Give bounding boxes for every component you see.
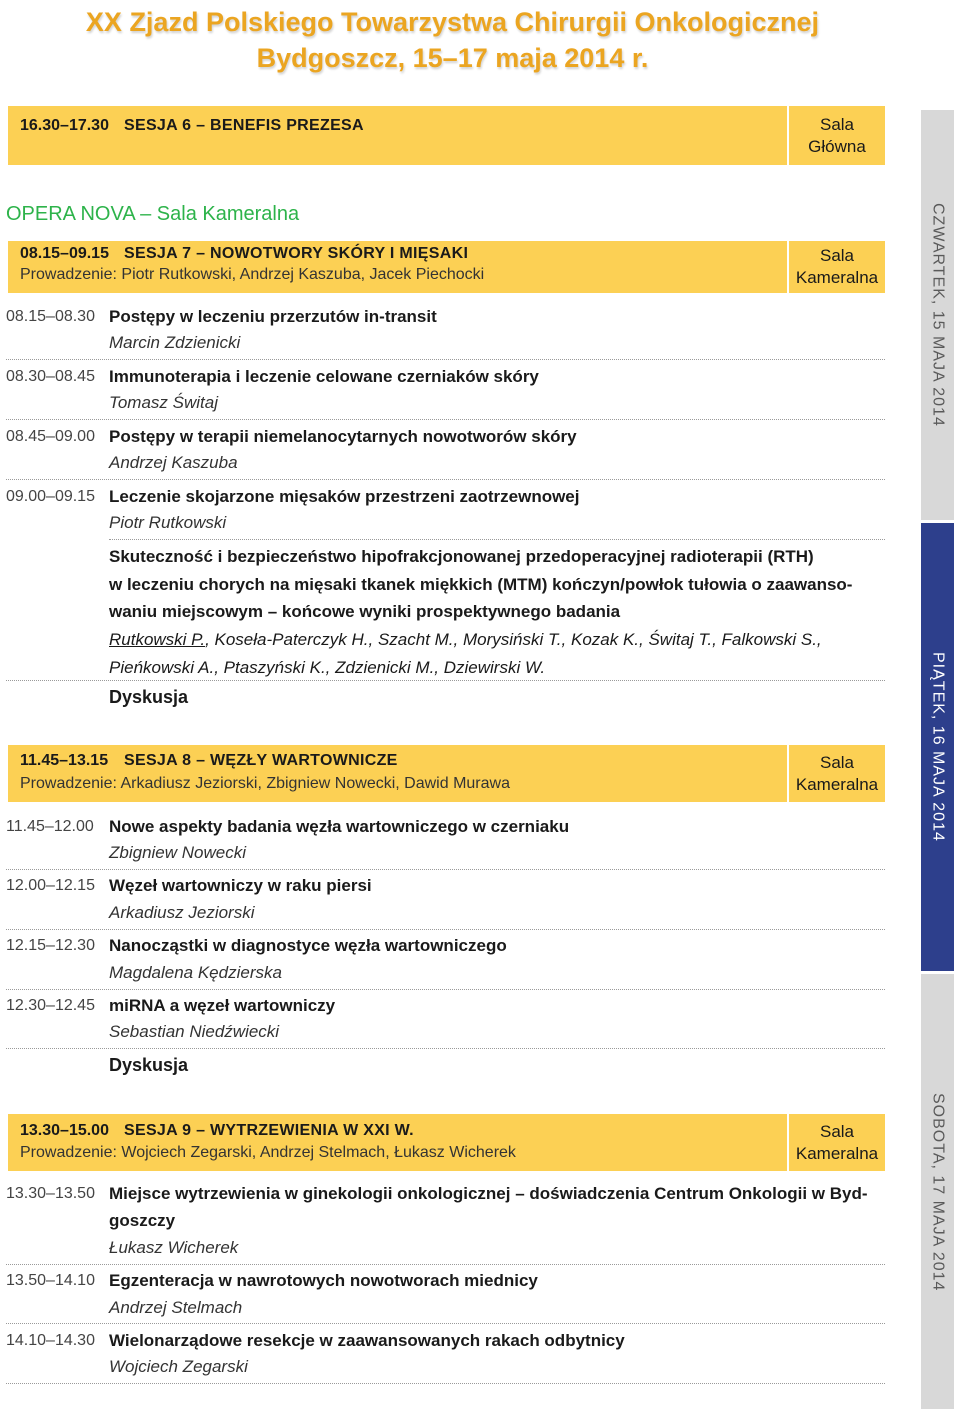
divider [6,929,885,930]
session-room [789,1114,885,1171]
talk-author: Wojciech Zegarski [109,1357,248,1376]
abstract-line: w leczeniu chorych na mięsaki tkanek miękkich (MTM) kończyn/powłok tułowia o zaawanso- [109,574,853,594]
talk-author: Zbigniew Nowecki [109,843,246,862]
talk-author: Andrzej Stelmach [109,1298,243,1317]
tab-friday-label: PIĄTEK, 16 MAJA 2014 [929,652,947,842]
talk-time: 12.15–12.30 [6,937,95,954]
talk-title: Nowe aspekty badania węzła wartowniczego w czerniaku [109,817,570,836]
room-label: Sala [819,1121,855,1141]
talk-title: Postępy w terapii niemelanocytarnych nowotworów skóry [109,427,577,446]
talk-author: Arkadiusz Jeziorski [109,903,255,922]
talk-author: Łukasz Wicherek [109,1238,239,1257]
talk-time: 13.30–13.50 [6,1185,95,1202]
presenting-author: Rutkowski P. [109,630,206,649]
room-name: Główna [808,136,866,156]
divider [6,419,885,420]
session-time: 13.30–15.00 [20,1122,109,1139]
talk-time: 12.00–12.15 [6,877,95,894]
session-chairs: Prowadzenie: Arkadiusz Jeziorski, Zbigniew Nowecki, Dawid Murawa [20,775,510,792]
congress-title: XX Zjazd Polskiego Towarzystwa Chirurgii Onkologicznej [85,7,820,37]
discussion-label: Dyskusja [109,687,189,707]
talk-author: Tomasz Świtaj [109,393,218,412]
talk-time: 11.45–12.00 [6,818,94,835]
tab-thursday-label: CZWARTEK, 15 MAJA 2014 [929,203,947,427]
co-authors: Pieńkowski A., Ptaszyński K., Zdzienicki M., Dziewirski W. [109,657,546,677]
session-room [789,241,885,293]
divider [6,479,885,480]
divider [6,1048,885,1049]
talk-title: Immunoterapia i leczenie celowane czerniaków skóry [109,367,539,386]
talk-time: 09.00–09.15 [6,488,95,505]
divider [6,989,885,990]
session-chairs: Prowadzenie: Piotr Rutkowski, Andrzej Kaszuba, Jacek Piechocki [20,266,485,283]
divider [6,1264,885,1265]
talk-title-line: Miejsce wytrzewienia w ginekologii onkologicznej – doświadczenia Centrum Onkologii w Byd- [109,1184,868,1203]
session-title: SESJA 8 – WĘZŁY WARTOWNICZE [124,752,398,769]
talk-time: 13.50–14.10 [6,1272,95,1289]
room-label: Sala [819,114,855,134]
tab-thursday[interactable] [921,110,954,520]
talk-title: miRNA a węzeł wartowniczy [109,996,336,1015]
session-6-bar [8,106,885,165]
session-room [789,106,885,165]
divider [6,1383,885,1384]
talk-title: Węzeł wartowniczy w raku piersi [109,876,372,895]
talk-author: Andrzej Kaszuba [109,453,238,472]
talk-title: Egzenteracja w nawrotowych nowotworach miednicy [109,1271,538,1290]
session-title: SESJA 9 – WYTRZEWIENIA W XXI W. [124,1122,414,1139]
congress-location-date: Bydgoszcz, 15–17 maja 2014 r. [256,43,649,73]
divider [6,1323,885,1324]
room-label: Sala [819,752,855,772]
room-name: Kameralna [795,1143,879,1163]
session-7-bar [8,241,885,293]
talk-title-line: goszczy [109,1211,176,1230]
session-chairs: Prowadzenie: Wojciech Zegarski, Andrzej Stelmach, Łukasz Wicherek [20,1144,516,1161]
talk-time: 14.10–14.30 [6,1332,95,1349]
talk-time: 12.30–12.45 [6,997,95,1014]
talk-title [109,1180,879,1234]
talk-time: 08.30–08.45 [6,368,95,385]
talk-time: 08.45–09.00 [6,428,95,445]
session-title: SESJA 6 – BENEFIS PREZESA [124,117,364,134]
session-time: 11.45–13.15 [20,752,109,769]
room-name: Kameralna [795,268,879,287]
talk-author: Piotr Rutkowski [109,513,227,532]
divider [6,680,885,681]
session-room [789,745,885,802]
abstract-line: waniu miejscowym – końcowe wyniki prospektywnego badania [109,602,621,621]
talk-time: 08.15–08.30 [6,308,95,325]
talk-author: Sebastian Niedźwiecki [109,1022,280,1041]
talk-title: Leczenie skojarzone mięsaków przestrzeni zaotrzewnowej [109,487,580,506]
talk-author: Marcin Zdzienicki [109,333,241,352]
co-authors: , Koseła-Paterczyk H., Szacht M., Morysiński T., Kozak K., Świtaj T., Falkowski S., [205,630,822,649]
talk-author: Magdalena Kędzierska [109,963,282,982]
abstract-line: Skuteczność i bezpieczeństwo hipofrakcjonowanej przedoperacyjnej radioterapii (RTH) [109,547,814,566]
session-time: 08.15–09.15 [20,245,109,262]
discussion-label: Dyskusja [109,1055,189,1075]
session-time: 16.30–17.30 [20,117,109,134]
session-9-bar [8,1114,885,1171]
abstract-title [109,543,884,626]
venue-heading: OPERA NOVA – Sala Kameralna [6,203,300,225]
talk-title: Nanocząstki w diagnostyce węzła wartowniczego [109,936,507,955]
page-header [0,4,905,76]
tab-saturday-label: SOBOTA, 17 MAJA 2014 [929,1092,947,1292]
talk-title: Postępy w leczeniu przerzutów in-transit [109,307,437,326]
divider [6,359,885,360]
divider [6,869,885,870]
tab-friday[interactable] [921,523,954,971]
talk-title: Wielonarządowe resekcje w zaawansowanych rakach odbytnicy [109,1331,625,1350]
divider [109,539,885,540]
session-8-bar [8,745,885,802]
room-label: Sala [819,246,855,265]
session-title: SESJA 7 – NOWOTWORY SKÓRY I MIĘSAKI [124,245,469,262]
tab-saturday[interactable] [921,974,954,1409]
room-name: Kameralna [795,774,879,794]
abstract-authors [109,626,884,681]
